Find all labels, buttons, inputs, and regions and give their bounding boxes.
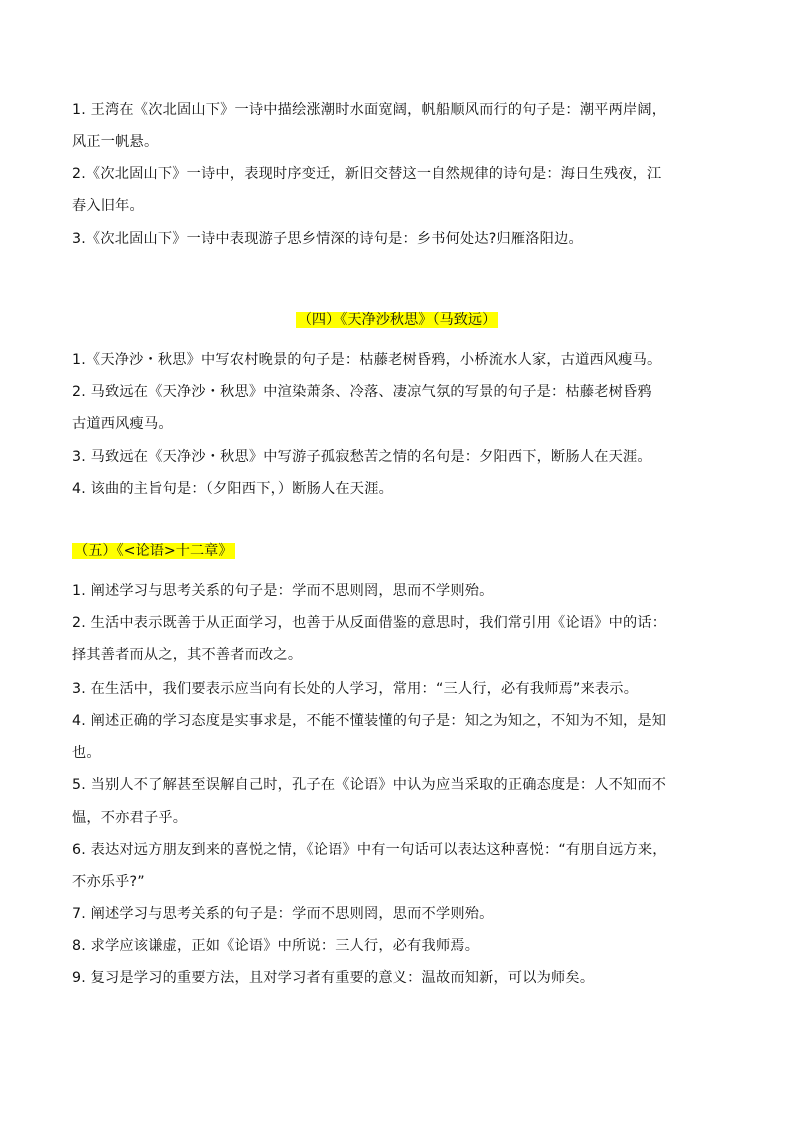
section-5-line-13: 9. 复习是学习的重要方法，且对学习者有重要的意义：温故而知新，可以为师矣。: [72, 970, 595, 986]
section-4-heading-text: （四）《天净沙秋思》（马致远）: [297, 312, 497, 328]
section-5-heading-text: （五）《<论语>十二章》: [74, 543, 233, 559]
poem-item-1-line-2: 风正一帆悬。: [72, 134, 159, 150]
section-5-line-11: 7. 阐述学习与思考关系的句子是：学而不思则罔，思而不学则殆。: [72, 906, 494, 922]
poem-item-2-line-2: 春入旧年。: [72, 198, 144, 214]
section-4-line-5: 4. 该曲的主旨句是：（夕阳西下，）断肠人在天涯。: [72, 481, 393, 497]
section-5-line-3: 择其善者而从之，其不善者而改之。: [72, 647, 303, 663]
poem-item-3-line-1: 3.《次北固山下》一诗中表现游子思乡情深的诗句是：乡书何处达?归雁洛阳边。: [72, 231, 583, 247]
section-5-line-12: 8. 求学应该谦虚，正如《论语》中所说：三人行，必有我师焉。: [72, 938, 480, 954]
poem-item-2-line-1: 2.《次北固山下》一诗中，表现时序变迁，新旧交替这一自然规律的诗句是：海日生残夜，江: [72, 166, 662, 182]
section-5-line-6: 也。: [72, 745, 101, 761]
section-5-line-9: 6. 表达对远方朋友到来的喜悦之情，《论语》中有一句话可以表达这种喜悦：“有朋自远方来，: [72, 842, 667, 858]
section-4-line-2: 2. 马致远在《天净沙・秋思》中渲染萧条、冷落、凄凉气氛的写景的句子是：枯藤老树昏鸦: [72, 384, 652, 400]
section-4-line-4: 3. 马致远在《天净沙・秋思》中写游子孤寂愁苦之情的名句是：夕阳西下，断肠人在天涯。: [72, 449, 652, 465]
section-5-line-1: 1. 阐述学习与思考关系的句子是：学而不思则罔，思而不学则殆。: [72, 583, 494, 599]
section-4-heading: [0, 310, 794, 330]
section-4-line-3: 古道西风瘦马。: [72, 416, 173, 432]
section-4-line-1: 1.《天净沙・秋思》中写农村晚景的句子是：枯藤老树昏鸦，小桥流水人家，古道西风瘦马。: [72, 352, 662, 368]
section-5-line-10: 不亦乐乎?”: [72, 874, 145, 890]
section-5-line-7: 5. 当别人不了解甚至误解自己时，孔子在《论语》中认为应当采取的正确态度是：人不知而不: [72, 777, 667, 793]
section-5-line-4: 3. 在生活中，我们要表示应当向有长处的人学习，常用：“三人行，必有我师焉”来表示。: [72, 681, 639, 697]
section-5-line-8: 愠，不亦君子乎。: [72, 810, 188, 826]
poem-item-1-line-1: 1. 王湾在《次北固山下》一诗中描绘涨潮时水面宽阔，帆船顺风而行的句子是：潮平两岸阔，: [72, 102, 667, 118]
section-5-line-5: 4. 阐述正确的学习态度是实事求是，不能不懂装懂的句子是：知之为知之，不知为不知，是知: [72, 713, 667, 729]
section-5-line-2: 2. 生活中表示既善于从正面学习，也善于从反面借鉴的意思时，我们常引用《论语》中的话：: [72, 615, 667, 631]
section-5-heading: [72, 541, 235, 561]
